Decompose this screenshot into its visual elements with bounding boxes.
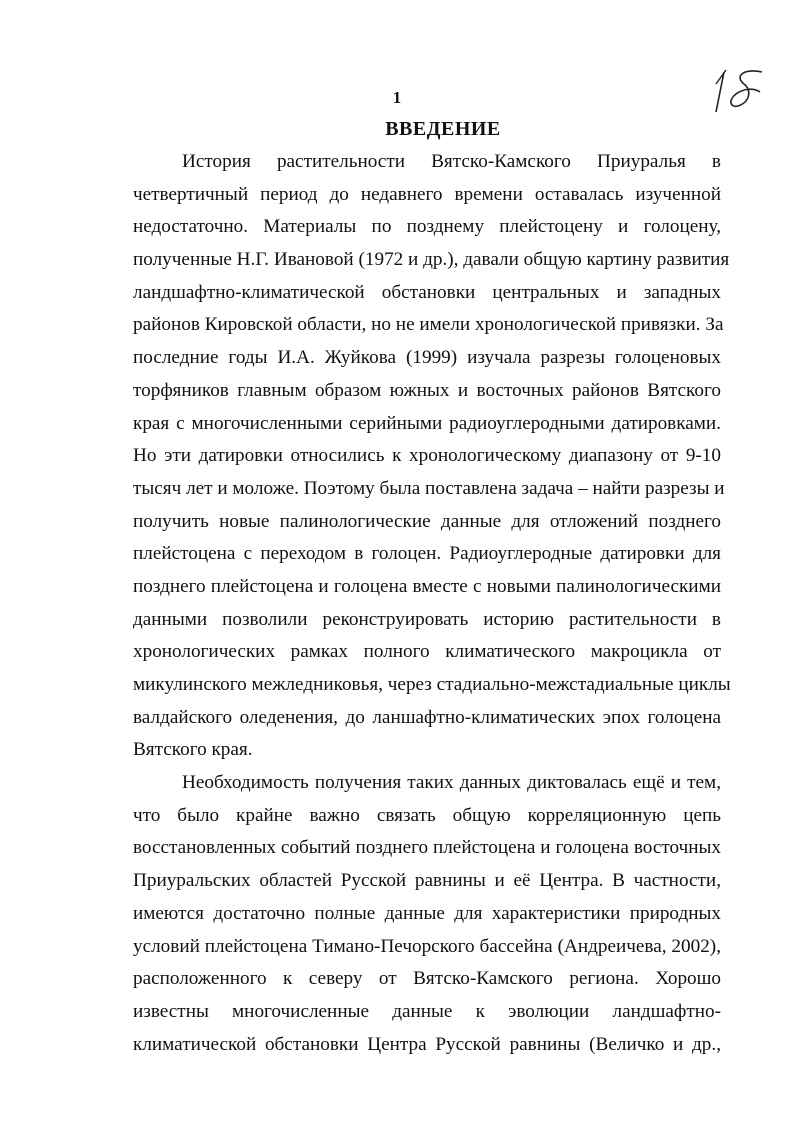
text-line: полученные Н.Г. Ивановой (1972 и др.), давали общую картину развития (133, 249, 730, 271)
text-line: известны многочисленные данные к эволюции ландшафтно- (133, 1000, 721, 1022)
text-line: условий плейстоцена Тимано-Печорского бассейна (Андреичева, 2002), (133, 935, 721, 957)
paragraph-1 (133, 146, 731, 767)
paragraph-2 (133, 767, 721, 1061)
text-line: климатической обстановки Центра Русской равнины (Величко и др., (133, 1033, 721, 1055)
text-line: Приуральских областей Русской равнины и её Центра. В частности, (133, 870, 721, 892)
text-line: ландшафтно-климатической обстановки центральных и западных (133, 281, 721, 303)
text-line: История растительности Вятско-Камского Приуралья в (182, 151, 721, 172)
text-line: получить новые палинологические данные для отложений позднего (133, 510, 721, 532)
text-line: четвертичный период до недавнего времени оставалась изученной (133, 183, 721, 205)
body-text (133, 146, 731, 1061)
text-line: расположенного к северу от Вятско-Камского региона. Хорошо (133, 968, 721, 990)
text-line: края с многочисленными серийными радиоуглеродными датировками. (133, 412, 721, 434)
text-line: микулинского межледниковья, через стадиально-межстадиальные циклы (133, 674, 731, 695)
text-line: Необходимость получения таких данных диктовалась ещё и тем, (182, 772, 721, 794)
text-line: позднего плейстоцена и голоцена вместе с новыми палинологическими (133, 575, 721, 597)
text-line: данными позволили реконструировать историю растительности в (133, 608, 721, 630)
text-line: восстановленных событий позднего плейстоцена и голоцена восточных (133, 837, 721, 859)
text-line: валдайского оледенения, до ланшафтно-климатических эпох голоцена (133, 706, 721, 728)
text-line: торфяников главным образом южных и восточных районов Вятского (133, 379, 721, 401)
page-title: ВВЕДЕНИЕ (385, 118, 501, 140)
text-line: что было крайне важно связать общую корреляционную цепь (133, 804, 721, 826)
text-line: тысяч лет и моложе. Поэтому была поставлена задача – найти разрезы и (133, 477, 725, 499)
text-line: плейстоцена с переходом в голоцен. Радиоуглеродные датировки для (133, 543, 721, 565)
text-line: Но эти датировки относились к хронологическому диапазону от 9-10 (133, 445, 721, 467)
text-line: недостаточно. Материалы по позднему плейстоцену и голоцену, (133, 216, 721, 238)
handwritten-page-mark (706, 66, 776, 116)
text-line: последние годы И.А. Жуйкова (1999) изучала разрезы голоценовых (133, 347, 721, 369)
text-line: Вятского края. (133, 739, 253, 761)
text-line: районов Кировской области, но не имели хронологической привязки. За (133, 314, 724, 336)
page-number: 1 (392, 88, 402, 107)
text-line: имеются достаточно полные данные для характеристики природных (133, 902, 721, 924)
text-line: хронологических рамках полного климатического макроцикла от (133, 641, 721, 663)
